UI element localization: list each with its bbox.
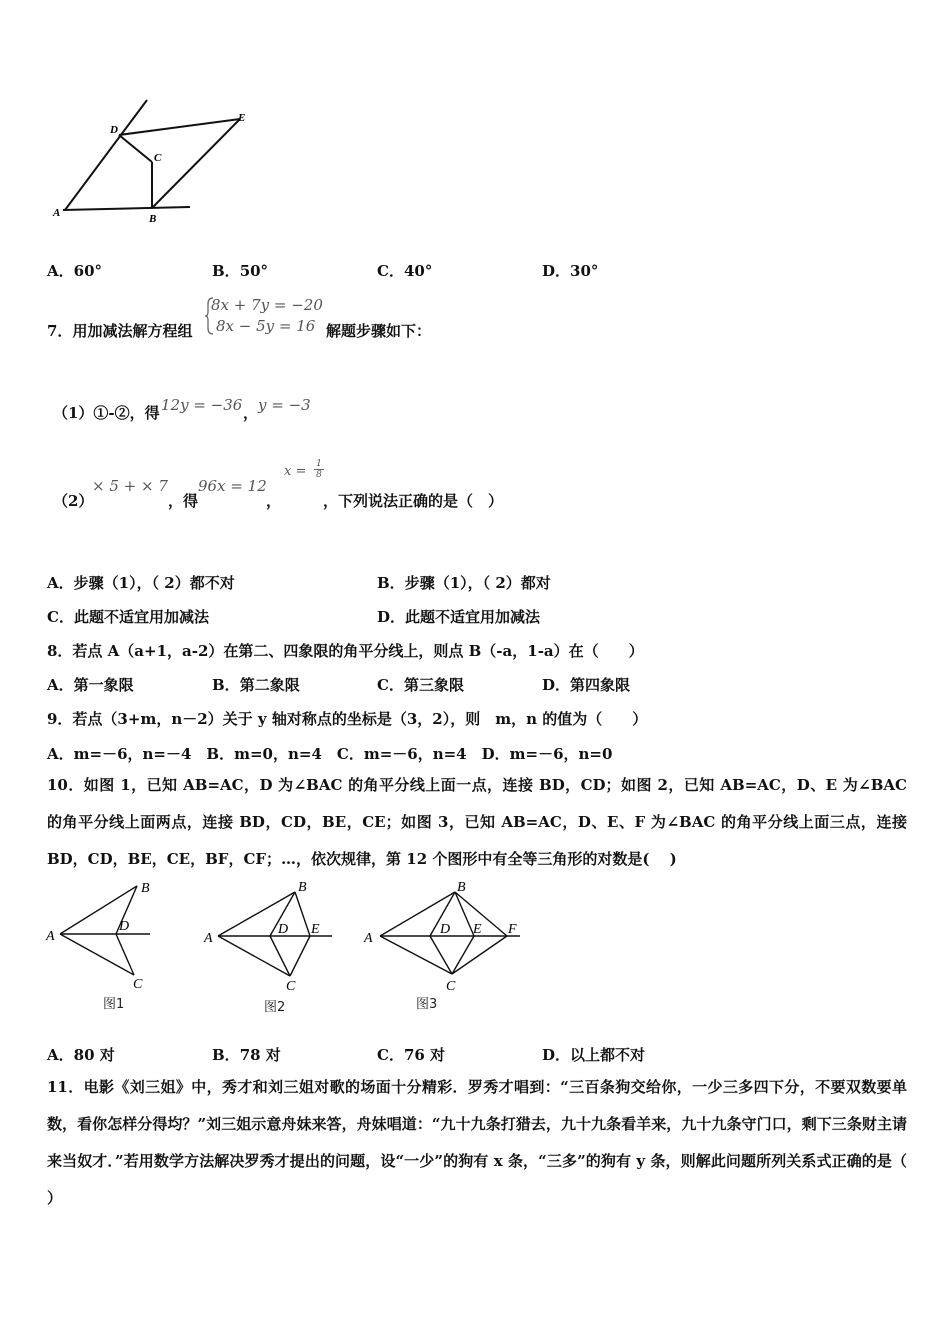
fig3-label-d: D [440, 922, 451, 937]
q7-equation-2: 8x − 5y = 16 [216, 317, 316, 335]
q6-option-c[interactable] [377, 260, 432, 281]
q8-option-a[interactable]: A．第一象限 [47, 676, 134, 694]
q6-option-d[interactable] [542, 260, 598, 281]
q6-geometry-figure [50, 95, 260, 230]
fig3-label-b: B [457, 880, 466, 895]
fig3-label-f: F [508, 922, 517, 937]
q6-option-a[interactable] [47, 260, 102, 281]
option-letter: D． [542, 262, 571, 280]
q6-label-d: D [110, 124, 118, 136]
q7-equation-1: 8x + 7y = −20 [211, 296, 323, 314]
q7-step2-fraction [314, 459, 324, 480]
q7-option-d[interactable]: D．此题不适宜用加减法 [377, 608, 541, 626]
option-text: 60° [73, 262, 103, 280]
q10-option-a[interactable]: A．80 对 [47, 1046, 115, 1064]
q9-stem: 9．若点（3+m，n－2）关于 y 轴对称点的坐标是（3，2），则 m，n 的值为（ ） [47, 710, 648, 728]
q6-label-b: B [149, 213, 157, 225]
q7-step2-prefix: （2） [53, 492, 94, 510]
q6-option-b[interactable] [212, 260, 268, 281]
fig2-label-d: D [278, 922, 289, 937]
q8-option-c[interactable]: C．第三象限 [377, 676, 464, 694]
q7-step2-suffix: ，下列说法正确的是（ ） [323, 492, 504, 510]
q7-stem-prefix: 7．用加减法解方程组 [47, 322, 193, 340]
q10-option-d[interactable]: D．以上都不对 [542, 1046, 646, 1064]
fig1-caption: 图1 [103, 997, 125, 1012]
fig2-label-e: E [311, 922, 320, 937]
fig2-label-c: C [286, 979, 296, 994]
q6-label-c: C [154, 152, 162, 164]
q10-figure-1 [44, 878, 159, 1018]
option-letter: C． [377, 262, 404, 280]
fig2-label-b: B [298, 880, 307, 895]
q10-option-c[interactable]: C．76 对 [377, 1046, 446, 1064]
q6-label-a: A [53, 207, 61, 219]
fig2-caption: 图2 [264, 1000, 286, 1015]
q8-option-d[interactable]: D．第四象限 [542, 676, 631, 694]
fig1-label-a: A [46, 929, 55, 944]
q7-step2-separator: ， [266, 492, 282, 510]
q7-step1-separator: ， [243, 404, 259, 422]
q7-stem-suffix: 解题步骤如下： [326, 322, 432, 340]
q6-label-e: E [238, 112, 246, 124]
q7-step1-result: y = −3 [258, 396, 311, 414]
q8-option-b[interactable]: B．第二象限 [212, 676, 300, 694]
q7-option-a[interactable]: A．步骤（1），（ 2）都不对 [47, 574, 235, 592]
fig1-label-c: C [133, 977, 143, 992]
fig1-label-d: D [119, 919, 130, 934]
fraction-numerator: 1 [316, 459, 322, 469]
option-text: 40° [403, 262, 433, 280]
q7-step2-x: x = [284, 464, 307, 479]
q8-stem: 8．若点 A（a+1，a-2）在第二、四象限的角平分线上，则点 B（-a，1-a）在（ ） [47, 642, 644, 660]
q7-option-b[interactable]: B．步骤（1），（ 2）都对 [377, 574, 551, 592]
fig3-label-a: A [364, 931, 373, 946]
q7-step2-equation: 96x = 12 [198, 477, 267, 495]
fig3-label-c: C [446, 979, 456, 994]
q10-figure-3 [362, 878, 527, 1018]
q7-step1-prefix: （1）①-②，得 [53, 404, 160, 422]
option-letter: B． [212, 262, 240, 280]
q9-options[interactable]: A．m=－6，n=－4 B．m=0，n=4 C．m=－6，n=4 D．m=－6，n=0 [47, 745, 613, 763]
fig1-label-b: B [141, 881, 150, 896]
fig2-label-a: A [204, 931, 213, 946]
fig3-label-e: E [473, 922, 482, 937]
q7-step2-get: ，得 [168, 492, 199, 510]
q7-step2-operations: × 5 + × 7 [92, 477, 168, 495]
option-letter: A． [47, 262, 74, 280]
option-text: 50° [239, 262, 269, 280]
q10-stem: 10．如图 1，已知 AB=AC，D 为∠BAC 的角平分线上面一点，连接 BD，CD；如图 2，已知 AB=AC，D、E 为∠BAC 的角平分线上面两点，连接 BD，CD，BE，CE；如图 3，已知 AB=AC，D、E、F 为∠BAC 的角平分线上面三点，连接 BD，CD，BE，CE，BF，CF；…，依次规律，第 12 个图形中有全等三角形的对数是( ) [47, 776, 907, 868]
q7-option-c[interactable]: C．此题不适宜用加减法 [47, 608, 209, 626]
option-text: 30° [570, 262, 599, 280]
q10-option-b[interactable]: B．78 对 [212, 1046, 281, 1064]
q11-stem: 11．电影《刘三姐》中，秀才和刘三姐对歌的场面十分精彩．罗秀才唱到：“三百条狗交给你，一少三多四下分，不要双数要单数，看你怎样分得均？”刘三姐示意舟妹来答，舟妹唱道：“九十九条打猎去，九十九条看羊来，九十九条守门口，剩下三条财主请来当奴才．”若用数学方法解决罗秀才提出的问题，设“一少”的狗有 x 条，“三多”的狗有 y 条，则解此问题所列关系式正确的是（ ） [47, 1078, 907, 1207]
fraction-denominator: 8 [314, 469, 324, 480]
fig3-caption: 图3 [416, 997, 438, 1012]
q7-step1-equation: 12y = −36 [161, 396, 243, 414]
